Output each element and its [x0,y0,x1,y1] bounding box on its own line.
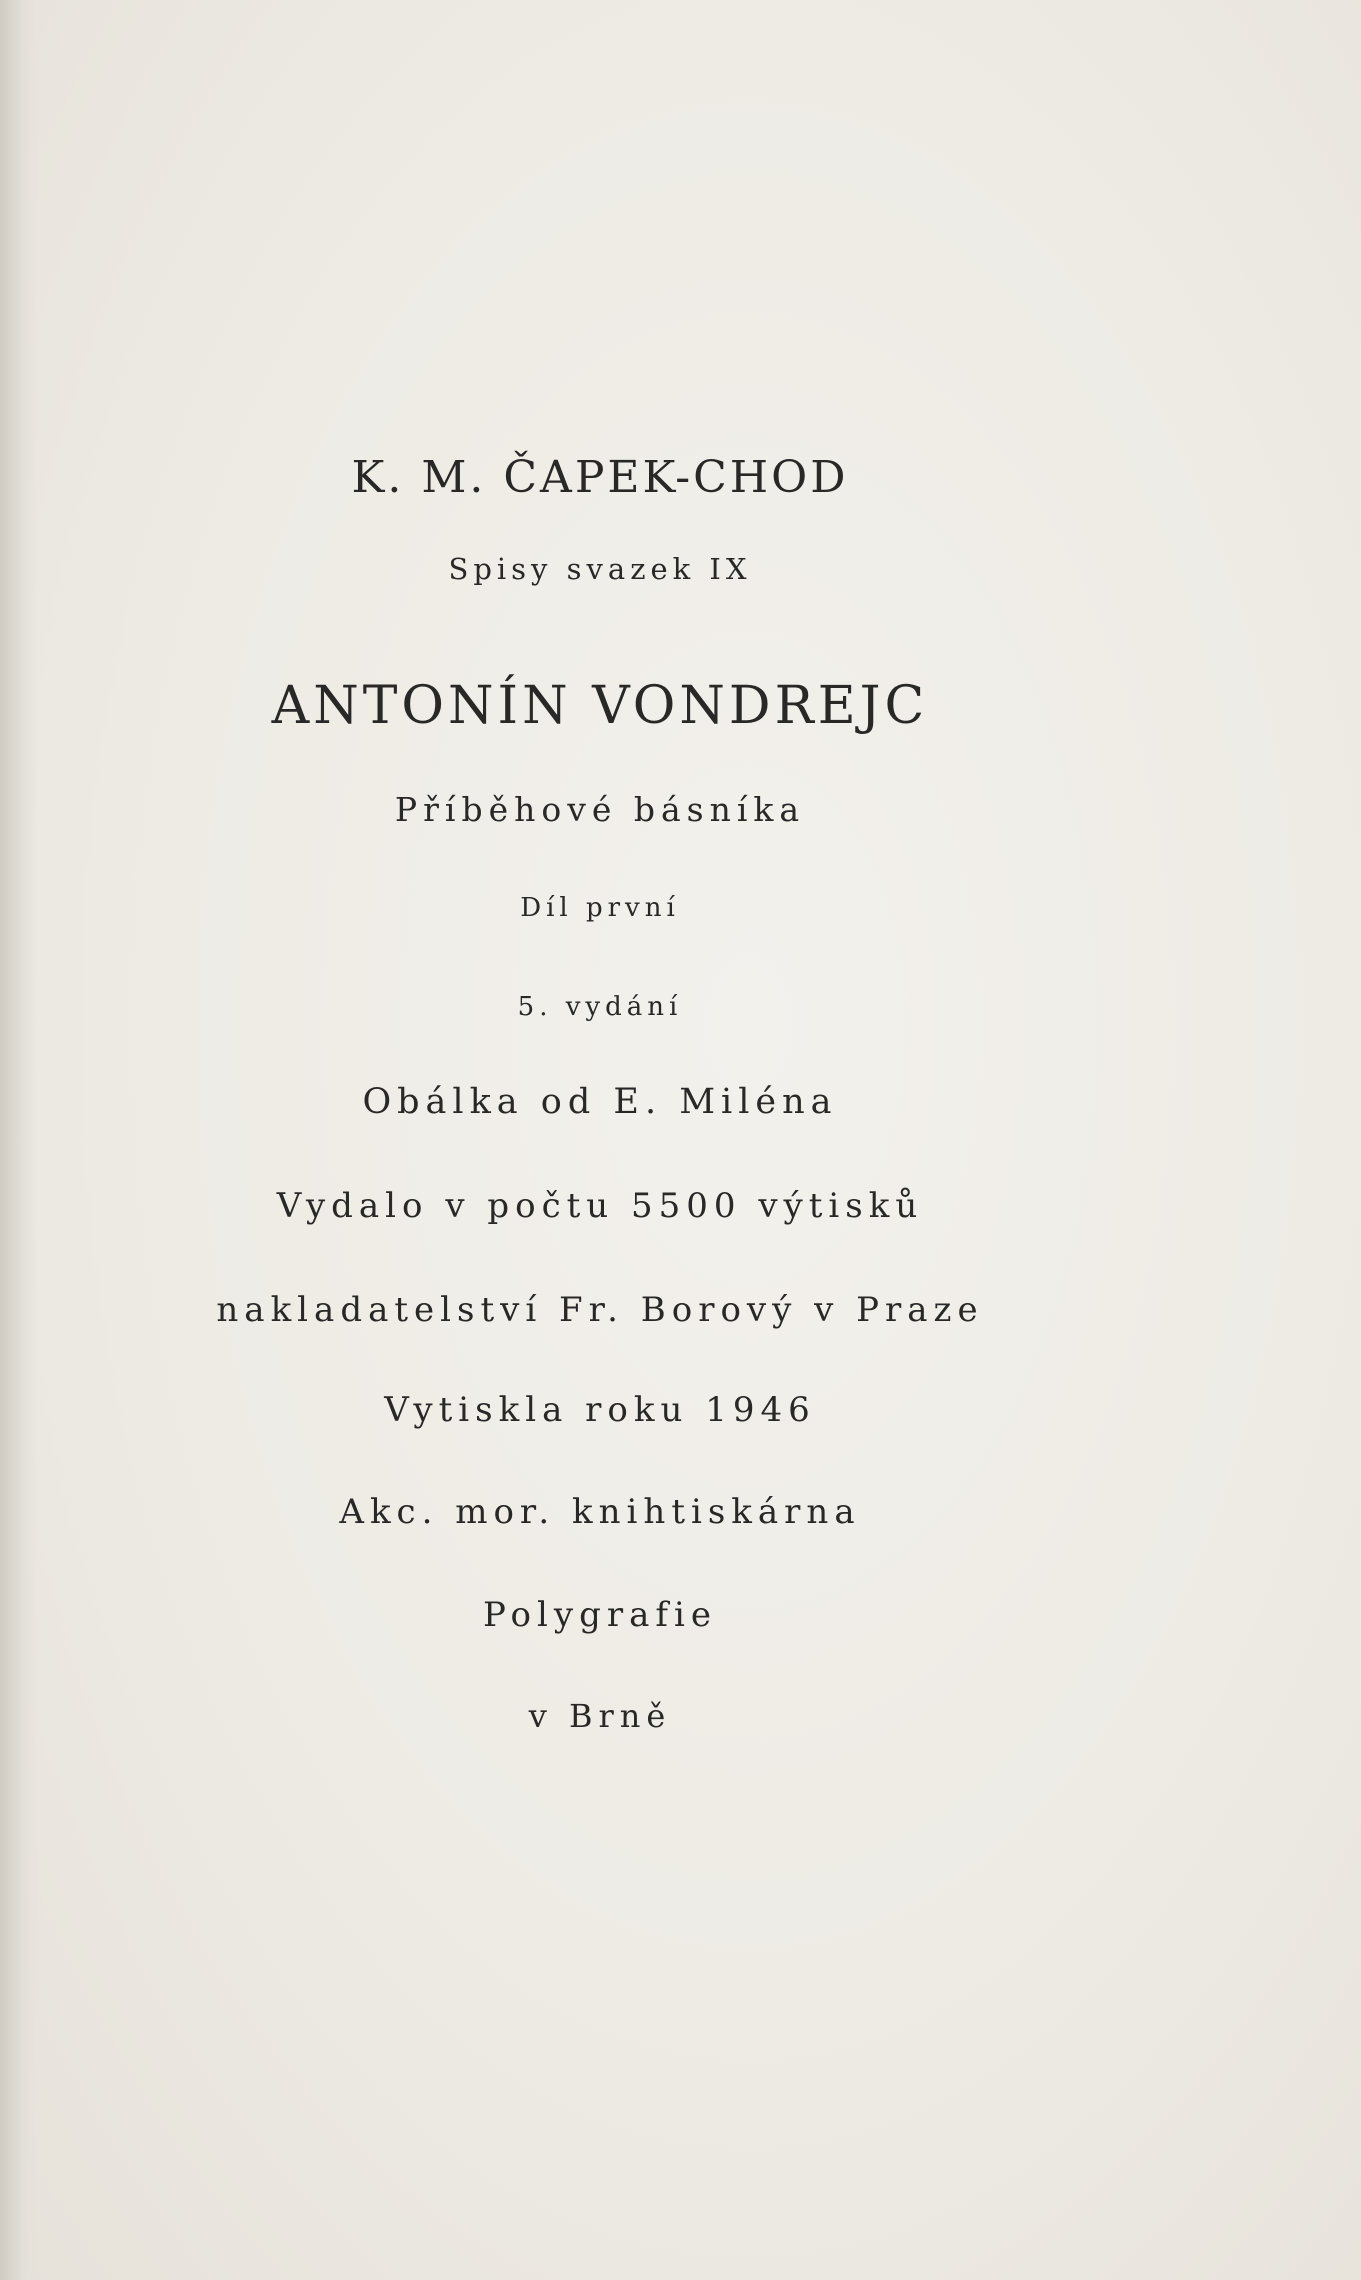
printer-name: Akc. mor. knihtiskárna [339,1492,861,1532]
page-edge-shadow [0,0,38,2280]
series-volume: Spisy svazek IX [448,552,752,586]
book-subtitle: Příběhové básníka [394,790,806,829]
cover-credit: Obálka od E. Miléna [362,1082,838,1122]
author-name: K. M. ČAPEK-CHOD [351,452,849,503]
printed-year: Vytiskla roku 1946 [384,1390,816,1430]
publisher: nakladatelství Fr. Borový v Praze [216,1290,984,1330]
printer-name-2: Polygrafie [483,1595,717,1635]
book-title: ANTONÍN VONDREJC [271,676,929,736]
edition-label: 5. vydání [517,992,683,1022]
print-run: Vydalo v počtu 5500 výtisků [276,1186,924,1226]
printer-city: v Brně [528,1697,672,1735]
part-label: Díl první [520,893,680,923]
